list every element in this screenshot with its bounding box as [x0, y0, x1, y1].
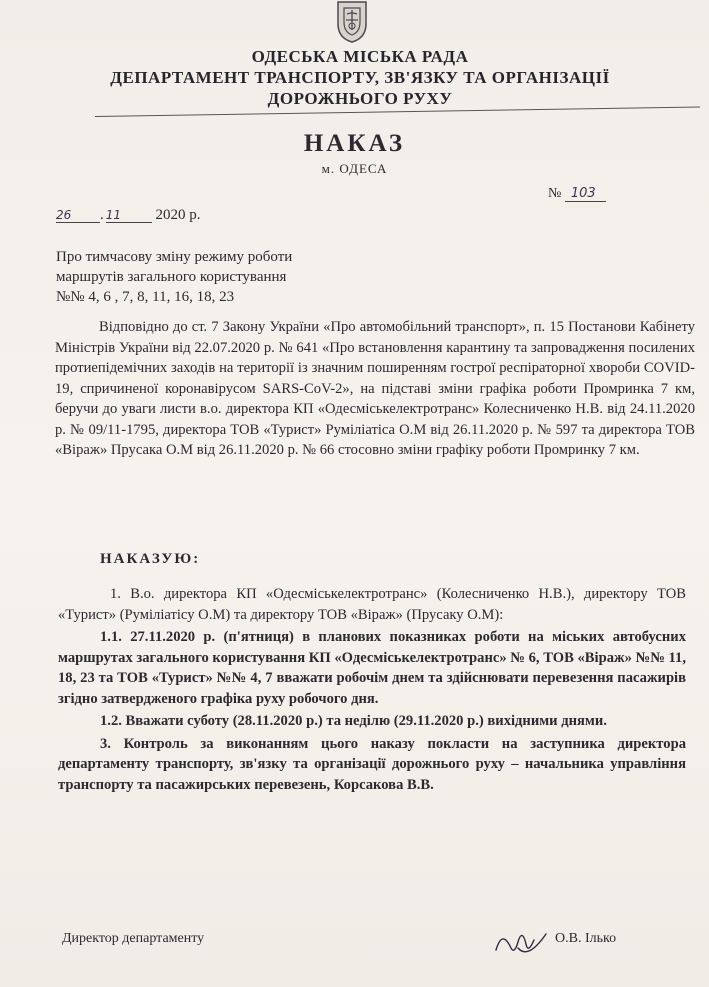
signatory-name: О.В. Ілько [555, 931, 617, 946]
coat-of-arms-icon [332, 0, 372, 44]
department-name: ДЕПАРТАМЕНТ ТРАНСПОРТУ, ЗВ'ЯЗКУ ТА ОРГАНІЗАЦІЇ [110, 68, 610, 87]
order-item: 3. Контроль за виконанням цього наказу покласти на заступника директора департаменту транспорту, зв'язку та організації дорожнього руху – начальника управління транспорту та пасажирських перевезень, Корсакова В.В. [58, 735, 686, 793]
order-item: 1.2. Вважати суботу (28.11.2020 р.) та неділю (29.11.2020 р.) вихідними днями. [100, 713, 607, 729]
order-item: 1. В.о. директора КП «Одесміськелектротранс» (Колесниченко Н.В.), директору ТОВ «Турист» (Руміліатісу О.М) та директору ТОВ «Віраж» (Прусаку О.М): [58, 586, 686, 623]
subject-line: №№ 4, 6 , 7, 8, 11, 16, 18, 23 [56, 289, 235, 305]
order-items [58, 584, 686, 795]
department-name-cont: ДОРОЖНЬОГО РУХУ [267, 89, 453, 108]
order-item: 1.1. 27.11.2020 р. (п'ятниця) в планових показниках роботи на міських автобусних маршрутах загального користування КП «Одесміськелектротранс» № 6, ТОВ «Віраж» №№ 11, 18, 23 та ТОВ «Турист» №№ 4, 7 вважати робочім днем та здійснювати перевезення пасажирів згідно затвердженого графіка руху робочого дня. [58, 629, 686, 707]
order-date: 26 . 11 2020 р. [56, 207, 201, 223]
subject-line: Про тимчасову зміну режиму роботи [56, 249, 293, 265]
order-number-value: 103 [565, 186, 606, 202]
organization-name: ОДЕСЬКА МІСЬКА РАДА [251, 47, 469, 66]
handwritten-signature-icon [488, 920, 558, 966]
preamble [55, 317, 695, 461]
document-city: м. ОДЕСА [321, 161, 388, 176]
order-number-prefix: № [548, 186, 562, 201]
document-title: НАКАЗ [303, 130, 406, 157]
date-day: 26 [56, 208, 100, 223]
preamble-text: Відповідно до ст. 7 Закону України «Про автомобільний транспорт», п. 15 Постанови Кабінету Міністрів України від 22.07.2020 р. № 641 «Про встановлення карантину та запровадження посилених протиепідемічних заходів на території із значним поширенням гострої респіраторної хвороби COVID-19, спричиненої коронавірусом SARS-CoV-2», на підставі зміни графіка роботи Промринка 7 км, беручи до уваги листи в.о. директора КП «Одесміськелектротранс» Колесниченко Н.В. від 24.11.2020 р. № 09/11-1795, директора ТОВ «Турист» Руміліатіса О.М від 26.11.2020 р. № 597 та директора ТОВ «Віраж» Прусака О.М від 26.11.2020 р. № 66 стосовно зміни графіку роботи Промринку 7 км. [55, 319, 695, 458]
date-year: 2020 р. [155, 207, 201, 223]
subject-line: маршрутів загального користування [56, 269, 287, 285]
date-month: 11 [106, 208, 152, 223]
order-subject [56, 247, 292, 307]
order-heading: НАКАЗУЮ: [100, 551, 201, 567]
signatory-title: Директор департаменту [62, 931, 205, 946]
order-number [548, 186, 606, 202]
